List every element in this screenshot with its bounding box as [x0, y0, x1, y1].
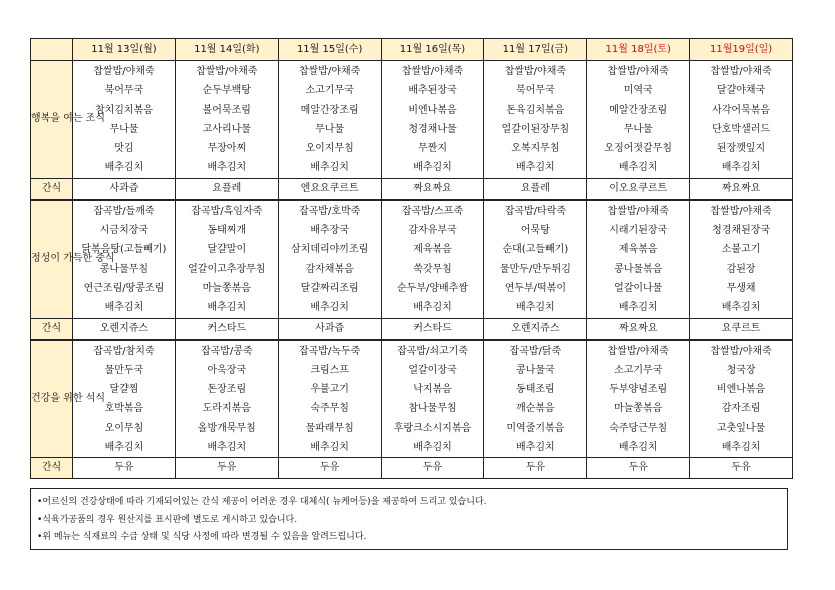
date-header-cell: 11월19일(일) — [690, 39, 793, 61]
menu-item: 무장아찌 — [207, 143, 247, 155]
menu-item: 잡곡밥/호박죽 — [298, 205, 361, 217]
menu-item: 사각어묵볶음 — [712, 104, 771, 116]
menu-item: 배추김치 — [310, 442, 349, 454]
snack-cell: 두유 — [175, 458, 278, 479]
menu-item: 순대(고들빼기) — [502, 244, 569, 256]
menu-item: 오복지무침 — [511, 143, 560, 155]
menu-item: 청국장 — [726, 364, 756, 376]
snack-label: 간식 — [31, 458, 73, 479]
menu-item: 북어무국 — [104, 85, 144, 97]
menu-item: 잡곡밥/콩죽 — [200, 345, 253, 357]
menu-item: 미역국 — [623, 85, 653, 97]
menu-item: 소고기무국 — [305, 85, 354, 97]
menu-item: 메알간장조림 — [300, 104, 359, 116]
menu-item: 쑥갓무침 — [413, 263, 452, 275]
meal-cell — [484, 340, 587, 458]
menu-item: 물만두/만두튀김 — [499, 263, 571, 275]
date-header-cell: 11월 17일(금) — [484, 39, 587, 61]
note-line: •어르신의 건강상태에 따라 기재되어있는 간식 제공이 어려운 경우 대체식( 뉴케어등)을 제공하여 드리고 있습니다. — [37, 497, 487, 507]
snack-cell: 커스타드 — [175, 318, 278, 340]
menu-item: 아욱장국 — [207, 364, 247, 376]
menu-item: 감된장 — [726, 263, 756, 275]
menu-item: 연근조림/땅콩조림 — [83, 282, 165, 294]
meal-cell — [587, 200, 690, 318]
menu-item: 무나물 — [109, 123, 139, 135]
meal-cell — [587, 61, 690, 179]
menu-item: 배추김치 — [516, 302, 555, 314]
meal-cell — [587, 340, 690, 458]
weekly-menu-table — [30, 38, 793, 479]
date-header-row — [31, 39, 793, 61]
menu-item: 맛김 — [114, 143, 134, 155]
meal-cell — [381, 340, 484, 458]
menu-item: 올방개묵무침 — [197, 422, 256, 434]
menu-item: 배추김치 — [721, 442, 761, 454]
menu-item: 볼어묵조림 — [202, 104, 251, 116]
menu-item: 찹쌀밥/야채죽 — [710, 205, 772, 217]
menu-item: 북어무국 — [516, 85, 555, 97]
meal-row — [31, 61, 793, 179]
menu-item: 오이무침 — [104, 422, 144, 434]
menu-item: 마늘쫑볶음 — [614, 403, 663, 415]
note-line: •위 메뉴는 식재료의 수급 상태 및 식당 사정에 따라 변경될 수 있음을 알려드립니다. — [37, 532, 367, 542]
menu-item: 달걀짜리조림 — [300, 282, 359, 294]
menu-item: 찹쌀밥/야채죽 — [710, 66, 772, 77]
menu-item: 된장깻잎지 — [716, 143, 766, 155]
menu-item: 비엔나볶음 — [408, 104, 457, 116]
date-header-cell: 11월 16일(목) — [381, 39, 484, 61]
meal-cell — [690, 340, 793, 458]
snack-cell: 요플레 — [484, 178, 587, 200]
menu-item: 찹쌀밥/야채죽 — [298, 66, 361, 77]
date-header-cell: 11월 13일(월) — [73, 39, 176, 61]
menu-item: 배추된장국 — [408, 85, 457, 97]
menu-item: 돈육김치볶음 — [506, 104, 565, 116]
snack-cell: 오렌지쥬스 — [73, 318, 176, 340]
snack-cell: 두유 — [278, 458, 381, 479]
menu-item: 메알간장조림 — [609, 104, 668, 116]
date-header-cell: 11월 14일(화) — [175, 39, 278, 61]
date-header-cell: 11월 15일(수) — [278, 39, 381, 61]
menu-item: 무나물 — [623, 123, 653, 135]
menu-item: 소불고기 — [721, 244, 761, 256]
menu-item: 마늘쫑볶음 — [202, 282, 251, 294]
snack-cell: 이오요쿠르트 — [587, 178, 690, 200]
menu-item: 연두부/떡볶이 — [504, 282, 567, 294]
menu-item: 닭볶음탕(고들빼기) — [81, 244, 167, 256]
menu-item: 배추김치 — [104, 302, 144, 314]
menu-item: 물만두국 — [104, 364, 144, 376]
note-line: •식육가공품의 경우 원산지를 표시판에 별도로 게시하고 있습니다. — [37, 514, 298, 525]
snack-cell: 짜요짜요 — [587, 318, 690, 340]
menu-item: 오징어젓갈무침 — [604, 143, 673, 155]
menu-item: 잡곡밥/참치죽 — [93, 345, 155, 357]
menu-item: 도라지볶음 — [202, 403, 251, 415]
menu-item: 물파래무침 — [305, 422, 354, 434]
snack-cell: 요쿠르트 — [690, 318, 793, 340]
menu-item: 배추김치 — [516, 162, 555, 174]
menu-item: 잡곡밥/녹두죽 — [298, 345, 361, 357]
meal-row — [31, 340, 793, 458]
menu-item: 달걀야채국 — [716, 85, 766, 97]
snack-cell: 엔요요쿠르트 — [278, 178, 381, 200]
menu-item: 시래기된장국 — [609, 225, 668, 237]
menu-item: 얼갈이된장무침 — [501, 123, 570, 135]
menu-item: 소고기무국 — [614, 364, 663, 376]
menu-item: 찹쌀밥/야채죽 — [196, 66, 258, 77]
menu-item: 배추김치 — [516, 442, 555, 454]
menu-item: 청경채나물 — [408, 123, 457, 135]
menu-item: 배추김치 — [104, 162, 144, 174]
menu-item: 두부양념조림 — [609, 384, 668, 396]
menu-item: 찹쌀밥/야채죽 — [607, 205, 669, 217]
meal-cell — [484, 200, 587, 318]
notes-box — [30, 488, 788, 550]
snack-cell: 짜요짜요 — [690, 178, 793, 200]
menu-item: 잡곡밥/닭죽 — [509, 345, 562, 357]
menu-item: 감자유부국 — [408, 225, 457, 237]
meal-cell — [73, 200, 176, 318]
snack-cell: 요플레 — [175, 178, 278, 200]
menu-item: 오이지무침 — [305, 143, 354, 155]
snack-cell: 오렌지쥬스 — [484, 318, 587, 340]
menu-item: 얼갈이나물 — [614, 282, 663, 294]
menu-item: 배추김치 — [413, 442, 452, 454]
menu-item: 찹쌀밥/야채죽 — [93, 66, 155, 77]
menu-item: 찹쌀밥/야채죽 — [607, 66, 669, 77]
menu-item: 찹쌀밥/야채죽 — [710, 345, 772, 357]
meal-cell — [690, 61, 793, 179]
menu-item: 돈장조림 — [207, 384, 247, 396]
menu-item: 잡곡밥/스프죽 — [401, 205, 464, 217]
menu-item: 순두부/양배추쌈 — [397, 282, 468, 294]
menu-item: 참치김치볶음 — [94, 104, 153, 116]
menu-item: 동태조림 — [516, 384, 555, 396]
menu-item: 삼치데리야끼조림 — [291, 244, 369, 256]
menu-item: 청경채된장국 — [712, 225, 771, 237]
meal-label: 정성이 가득한 중식 — [31, 200, 73, 318]
date-header-cell: 11월 18일(토) — [587, 39, 690, 61]
menu-item: 순두부백탕 — [202, 85, 251, 97]
menu-item: 동태찌개 — [207, 225, 247, 237]
snack-cell: 짜요짜요 — [381, 178, 484, 200]
menu-item: 배추김치 — [618, 302, 658, 314]
menu-item: 감자조림 — [721, 403, 761, 415]
menu-item: 콩나물국 — [516, 364, 555, 376]
menu-item: 고사리나물 — [202, 123, 251, 135]
snack-cell: 두유 — [690, 458, 793, 479]
menu-item: 미역줄기볶음 — [506, 422, 565, 434]
menu-item: 배추김치 — [721, 302, 761, 314]
menu-item: 배추김치 — [618, 442, 658, 454]
menu-item: 참나물무침 — [408, 403, 457, 415]
meal-cell — [278, 200, 381, 318]
snack-cell: 사과즙 — [278, 318, 381, 340]
menu-item: 배추김치 — [310, 302, 349, 314]
snack-cell: 두유 — [381, 458, 484, 479]
snack-label: 간식 — [31, 318, 73, 340]
menu-item: 배추김치 — [104, 442, 144, 454]
menu-item: 배추김치 — [413, 302, 452, 314]
menu-item: 호박볶음 — [104, 403, 144, 415]
snack-row — [31, 318, 793, 340]
menu-item: 깨순볶음 — [516, 403, 555, 415]
snack-label: 간식 — [31, 178, 73, 200]
menu-item: 달걀말이 — [207, 244, 247, 256]
menu-item: 배추김치 — [207, 442, 247, 454]
menu-item: 찹쌀밥/야채죽 — [607, 345, 669, 357]
menu-item: 배추김치 — [413, 162, 452, 174]
menu-item: 배추장국 — [310, 225, 349, 237]
menu-item: 잡곡밥/들깨죽 — [93, 205, 155, 217]
menu-item: 무짠지 — [418, 143, 447, 155]
snack-row — [31, 178, 793, 200]
menu-item: 얼갈이고추장무침 — [188, 263, 266, 275]
menu-item: 낙지볶음 — [413, 384, 452, 396]
meal-label: 건강을 위한 석식 — [31, 340, 73, 458]
header-corner-cell — [31, 39, 73, 61]
menu-item: 콩나물볶음 — [614, 263, 663, 275]
meal-cell — [690, 200, 793, 318]
meal-cell — [381, 61, 484, 179]
snack-cell: 두유 — [484, 458, 587, 479]
meal-row — [31, 200, 793, 318]
menu-item: 크림스프 — [310, 364, 349, 376]
meal-cell — [175, 61, 278, 179]
menu-item: 무생채 — [726, 282, 756, 294]
menu-item: 감자채볶음 — [305, 263, 354, 275]
menu-item: 우불고기 — [310, 384, 349, 396]
menu-item: 고춧잎나물 — [716, 422, 766, 434]
menu-item: 숙주당근무침 — [609, 422, 668, 434]
menu-item: 제육볶음 — [413, 244, 452, 256]
menu-item: 배추김치 — [618, 162, 658, 174]
meal-cell — [278, 61, 381, 179]
menu-item: 제육볶음 — [618, 244, 658, 256]
snack-cell: 두유 — [587, 458, 690, 479]
meal-cell — [175, 200, 278, 318]
menu-item: 잡곡밥/타락죽 — [504, 205, 567, 217]
menu-item: 후랑크소시지볶음 — [393, 422, 472, 434]
meal-label: 행복을 여는 조식 — [31, 61, 73, 179]
menu-item: 배추김치 — [207, 302, 247, 314]
meal-cell — [381, 200, 484, 318]
menu-item: 숙주무침 — [310, 403, 349, 415]
meal-cell — [175, 340, 278, 458]
menu-item: 배추김치 — [721, 162, 761, 174]
menu-item: 달걀찜 — [109, 384, 139, 396]
snack-cell: 사과즙 — [73, 178, 176, 200]
menu-item: 찹쌀밥/야채죽 — [504, 66, 567, 77]
menu-item: 배추김치 — [207, 162, 247, 174]
menu-item: 얼갈이장국 — [408, 364, 457, 376]
menu-item: 무나물 — [315, 123, 345, 135]
menu-item: 찹쌀밥/야채죽 — [401, 66, 464, 77]
meal-cell — [484, 61, 587, 179]
menu-item: 비엔나볶음 — [716, 384, 766, 396]
meal-cell — [278, 340, 381, 458]
menu-item: 어묵탕 — [520, 225, 550, 237]
menu-item: 잡곡밥/흑임자죽 — [191, 205, 263, 217]
menu-item: 배추김치 — [310, 162, 349, 174]
menu-item: 잡곡밥/쇠고기죽 — [397, 345, 468, 357]
menu-item: 콩나물무침 — [99, 263, 149, 275]
snack-cell: 커스타드 — [381, 318, 484, 340]
menu-item: 단호박샐러드 — [712, 123, 771, 135]
menu-item: 시금치장국 — [99, 225, 149, 237]
snack-cell: 두유 — [73, 458, 176, 479]
snack-row — [31, 458, 793, 479]
